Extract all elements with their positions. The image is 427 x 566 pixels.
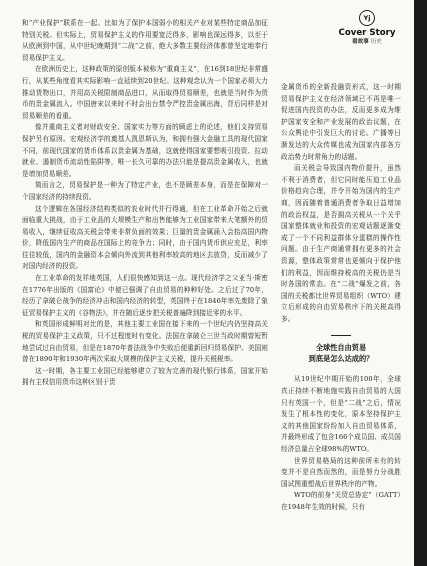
section-title: Cover Story	[338, 28, 396, 38]
section-subtitle-rest: 历史	[370, 39, 382, 45]
section-badge	[334, 10, 400, 46]
paragraph: 金属货币的全新投融资形式，这一时期贸易保护主义在经济领域已不再是唯一促进国内投资的办法，反而更多成为维护国家安全和产业发展的政治议题，在公众舆论中引发巨大的讨论。广播等日渐发达的大众传媒也成为国家内部各方政治势力时常角力的话题。	[281, 83, 401, 161]
paragraph: 这一时期，各主要工业国已经能够建立了较为完善的现代银行体系，国家开始拥有主权信用货币这种区别于贵	[22, 366, 268, 387]
paragraph: 世界贸易格局的这种前所未有的转变并不是自然而然的，而是努力分战胜国试图重塑战后世界秩序的产物。	[281, 456, 401, 488]
subheading-line-2: 到底是怎么达成的？	[308, 354, 374, 364]
page-edge	[414, 0, 427, 566]
paragraph: 像并重商主义者对财政安全、国家实力等方面的顾虑上的论述，他们支持贸易保护另有原因。宏观经济学的奠基人凯恩斯认为，和拥有强大金融工具的现代国家不同，前现代国家的货币体系以贵金属为基础，这就使得国家要想吸引投资、拉动就业、遏制货币流动性陷阱等，唯一长久可靠的办法只能是提高贵金属收入，也就是增加贸易顺差。	[22, 123, 268, 178]
paragraph: 和英国形成鲜明对比的是，其他主要工业国在接下来的一个世纪内仍坚持高关税的贸易保护主义政策，只不过程度时有变化。法国在拿破仑三世当政时期曾短暂地尝试过自由贸易，但是在1870年普法战争中失败后便重新回归贸易保护。美国则曾在1890年和1930年两次采取大规模的保护主义关税，提升关税税率。	[22, 320, 268, 364]
right-column	[281, 82, 401, 514]
paragraph: 这个逻辑在各国经济结构类似的农业时代并行得通，但在工业革命开始之后就面临重大挑战，由于工业品的大规模生产和出售能够为工业国家带来大笔额外的贸易收入，继续征收高关税会带来非常负面的效果；巨量的贵金属涌入会抬高国内物价，降低国内生产的商品在国际上的竞争力；同时，由于国内货币供应充足，利率往往较低，国内的金融资本会倾向外流到其他利率较高的地区去放贷，反而减少了对国内经济的投资。	[22, 204, 268, 271]
subheading-rule	[331, 335, 351, 336]
paragraph: 简而言之，贸易保护是一种为了特定产业，也不是顾差本身，而是在保障对一个国家经济的持续投资。	[22, 181, 268, 201]
paragraph: 而关税会导致国内物价提升，虽然不利于消费者，但它同时能压迫工业品价格趋向合理，并令开始为国内的生产商，因而随着普通消费者争取日益增加的政治权益，是否拥高关税从一个关乎国家整体就业和投资的宏观话题逐渐变成了一个不同利益群体分蛋糕的操作性问题。由于生产商通常拥有更多的社会资源，整体政策常常也更倾向于保护他们的利益，因而维持税高的关税仍是当时各国的常态。在“二战”爆发之前，各国的关税都比世界贸易组织（WTO）建立后形成的自由贸易秩序下的关税高得多。	[281, 164, 401, 323]
paragraph: 在欧洲历史上，这种政策的原创版本被称为“重商主义”，在16到18世纪非常盛行，从某些角度看其实际影响一直延续到20世纪。这种观念认为一个国家必须大力推动货物出口，并用高关税限制商品进口，从而取得贸易顺差，也就是当时作为货币的贵金属流入。中国唐宋以来时不时会出台禁令严控贵金属出海，背后同样是对贸易顺差的看重。	[22, 65, 268, 120]
paragraph: 在工业革命的发祥地英国，人们很快感知到这一点。现代经济学之父亚当·斯密在1776年出版的《国富论》中便已强调了自由贸易的种种好处。之后过了70年，经历了拿破仑战争的经济冲击和国内经济的转型，英国终于在1846年率先废除了象征贸易保护主义的《谷物法》，并在随后逐步把关税普遍降到接近零的水平。	[22, 274, 268, 317]
section-subtitle-bold: 看故事	[352, 39, 369, 45]
logo-icon: Yj	[359, 10, 375, 26]
subheading-line-1: 全球性自由贸易	[315, 343, 367, 353]
subheading	[281, 335, 401, 364]
section-subtitle	[334, 38, 400, 46]
paragraph: WTO的前身“关贸总协定”（GATT）在1948年生效的时候，只有	[281, 491, 401, 511]
paragraph: 从19世纪中期开始的100年，全球真正持续不断地施实践自由贸易的大国只有英国一个，但是“二战”之后，情况发生了根本性的变化，原本坚持保护主义的其他国家纷纷加入自由贸易体系，并最终形成了包含166个成员国、成员国经济总量占全球98%的WTO。	[281, 375, 401, 454]
paragraph: 和“产业保护”联系在一起。比如为了保护本国弱小的相关产业对某些特定商品加征特别关税。但实际上，贸易保护主义的作用要宽泛得多，影响也深远得多，以至于从欧洲到中国，从中世纪晚期到“二战”之前，绝大多数主要经济体都曾坚定地奉行贸易保护主义。	[22, 19, 268, 62]
left-column	[22, 18, 268, 389]
